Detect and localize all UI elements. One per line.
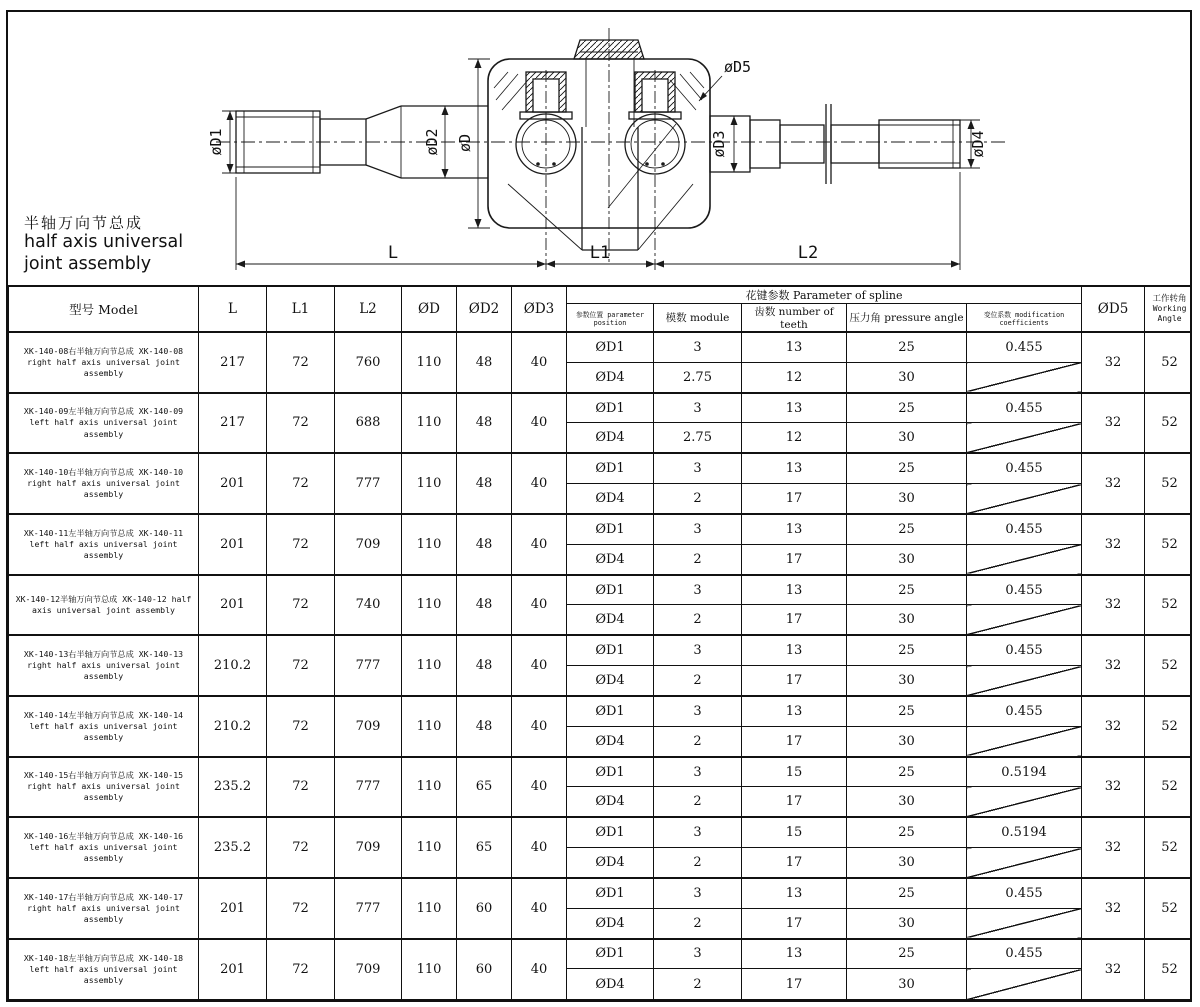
coeff-slash-cell — [967, 484, 1082, 514]
spline-position-cell: ØD1 — [567, 696, 654, 726]
spline-teeth-cell: 17 — [742, 484, 847, 514]
dim-d3-cell: 40 — [512, 453, 567, 514]
dim-d5-cell: 32 — [1082, 453, 1145, 514]
title-block — [24, 214, 183, 275]
dim-label-d1: øD1 — [207, 128, 225, 156]
spline-position-cell: ØD4 — [567, 726, 654, 756]
spline-pressure-angle-cell: 30 — [847, 787, 967, 817]
spline-position-cell: ØD1 — [567, 453, 654, 483]
dim-l-cell: 201 — [199, 878, 267, 939]
spline-teeth-cell: 17 — [742, 969, 847, 1000]
assembly-linework — [216, 28, 1008, 270]
spline-pressure-angle-cell: 30 — [847, 423, 967, 453]
dim-d5-cell: 32 — [1082, 332, 1145, 393]
spline-position-cell: ØD4 — [567, 908, 654, 938]
dim-d3-cell: 40 — [512, 817, 567, 878]
table-row — [9, 817, 1193, 847]
coeff-slash-cell — [967, 787, 1082, 817]
spline-pressure-angle-cell: 30 — [847, 969, 967, 1000]
working-angle-cell: 52 — [1145, 453, 1192, 514]
spline-coeff-cell: 0.455 — [967, 939, 1082, 969]
model-cell: XK-140-17右半轴万向节总成 XK-140-17 right half axis universal joint assembly — [9, 878, 199, 939]
spline-pressure-angle-cell: 25 — [847, 939, 967, 969]
spline-pressure-angle-cell: 30 — [847, 544, 967, 574]
dim-label-d3: øD3 — [710, 130, 728, 158]
spline-position-cell: ØD1 — [567, 332, 654, 362]
model-cell: XK-140-09左半轴万向节总成 XK-140-09 left half axis universal joint assembly — [9, 393, 199, 454]
spline-teeth-cell: 17 — [742, 666, 847, 696]
coeff-slash-cell — [967, 666, 1082, 696]
spline-module-cell: 2 — [654, 484, 742, 514]
spec-table — [8, 285, 1192, 1000]
working-angle-cell: 52 — [1145, 757, 1192, 818]
spline-teeth-cell: 15 — [742, 757, 847, 787]
spline-teeth-cell: 13 — [742, 696, 847, 726]
spline-module-cell: 2 — [654, 544, 742, 574]
dim-label-l: L — [387, 243, 399, 263]
spline-module-cell: 3 — [654, 635, 742, 665]
spline-teeth-cell: 13 — [742, 332, 847, 362]
dim-label-l2: L2 — [797, 243, 819, 263]
header-working-angle — [1145, 286, 1192, 332]
spline-teeth-cell: 12 — [742, 362, 847, 392]
header-working-angle-zh: 工作转角 — [1152, 293, 1187, 304]
drawing-area — [8, 12, 1190, 285]
dim-d5-cell: 32 — [1082, 575, 1145, 636]
model-cell: XK-140-08右半轴万向节总成 XK-140-08 right half axis universal joint assembly — [9, 332, 199, 393]
model-cell: XK-140-18左半轴万向节总成 XK-140-18 left half axis universal joint assembly — [9, 939, 199, 1000]
spline-teeth-cell: 17 — [742, 787, 847, 817]
table-row — [9, 332, 1193, 362]
dim-l1-cell: 72 — [267, 635, 335, 696]
dim-l-cell: 210.2 — [199, 635, 267, 696]
spline-module-cell: 2.75 — [654, 362, 742, 392]
dim-l1-cell: 72 — [267, 453, 335, 514]
dim-l-cell: 235.2 — [199, 757, 267, 818]
header-model: 型号 Model — [9, 286, 199, 332]
header-d3: ØD3 — [512, 286, 567, 332]
dim-l2-cell: 777 — [335, 453, 402, 514]
spline-position-cell: ØD4 — [567, 787, 654, 817]
table-row — [9, 453, 1193, 483]
dim-label-d2: øD2 — [423, 128, 441, 156]
spline-pressure-angle-cell: 25 — [847, 393, 967, 423]
spline-position-cell: ØD4 — [567, 666, 654, 696]
spline-position-cell: ØD1 — [567, 757, 654, 787]
spline-pressure-angle-cell: 30 — [847, 848, 967, 878]
spline-teeth-cell: 13 — [742, 575, 847, 605]
spline-coeff-cell: 0.455 — [967, 514, 1082, 544]
model-cell: XK-140-12半轴万向节总成 XK-140-12 half axis universal joint assembly — [9, 575, 199, 636]
dim-d3-cell: 40 — [512, 393, 567, 454]
table-row — [9, 575, 1193, 605]
dim-d-cell: 110 — [402, 393, 457, 454]
spline-module-cell: 2 — [654, 848, 742, 878]
spline-pressure-angle-cell: 25 — [847, 757, 967, 787]
model-cell: XK-140-15右半轴万向节总成 XK-140-15 right half axis universal joint assembly — [9, 757, 199, 818]
dim-d3-cell: 40 — [512, 757, 567, 818]
working-angle-cell: 52 — [1145, 575, 1192, 636]
model-cell: XK-140-14左半轴万向节总成 XK-140-14 left half axis universal joint assembly — [9, 696, 199, 757]
coeff-slash-cell — [967, 726, 1082, 756]
dim-l1-cell: 72 — [267, 696, 335, 757]
dim-d2-cell: 48 — [457, 393, 512, 454]
dim-l2-cell: 709 — [335, 696, 402, 757]
model-cell: XK-140-11左半轴万向节总成 XK-140-11 left half axis universal joint assembly — [9, 514, 199, 575]
header-parameter-position: 参数位置 parameter position — [567, 304, 654, 333]
spline-pressure-angle-cell: 30 — [847, 908, 967, 938]
dim-d-cell: 110 — [402, 332, 457, 393]
working-angle-cell: 52 — [1145, 393, 1192, 454]
spline-teeth-cell: 17 — [742, 544, 847, 574]
spline-teeth-cell: 15 — [742, 817, 847, 847]
table-row — [9, 696, 1193, 726]
header-module: 模数 module — [654, 304, 742, 333]
spline-position-cell: ØD1 — [567, 817, 654, 847]
spline-module-cell: 3 — [654, 332, 742, 362]
spline-position-cell: ØD4 — [567, 423, 654, 453]
spline-module-cell: 3 — [654, 817, 742, 847]
dim-d-cell: 110 — [402, 514, 457, 575]
assembly-title-en-line1: half axis universal — [24, 232, 184, 253]
spline-teeth-cell: 12 — [742, 423, 847, 453]
dim-label-d: øD — [456, 133, 474, 153]
dim-l2-cell: 709 — [335, 939, 402, 1000]
header-working-angle-en: Working Angle — [1152, 304, 1187, 324]
spline-position-cell: ØD1 — [567, 514, 654, 544]
spline-position-cell: ØD4 — [567, 605, 654, 635]
spline-module-cell: 3 — [654, 757, 742, 787]
dim-d-cell: 110 — [402, 575, 457, 636]
header-pressure-angle: 压力角 pressure angle — [847, 304, 967, 333]
spline-coeff-cell: 0.455 — [967, 332, 1082, 362]
header-spline-group: 花键参数 Parameter of spline — [567, 286, 1082, 304]
dim-d2-cell: 65 — [457, 817, 512, 878]
dim-d2-cell: 60 — [457, 939, 512, 1000]
spline-module-cell: 2 — [654, 908, 742, 938]
dim-d3-cell: 40 — [512, 575, 567, 636]
spline-teeth-cell: 13 — [742, 393, 847, 423]
spline-module-cell: 3 — [654, 696, 742, 726]
dim-l-cell: 201 — [199, 514, 267, 575]
dim-l-cell: 210.2 — [199, 696, 267, 757]
dim-l-cell: 217 — [199, 393, 267, 454]
dim-l1-cell: 72 — [267, 393, 335, 454]
dim-d-cell: 110 — [402, 696, 457, 757]
dim-l2-cell: 740 — [335, 575, 402, 636]
assembly-title-zh: 半轴万向节总成 — [24, 214, 144, 232]
dim-d5-cell: 32 — [1082, 878, 1145, 939]
dim-l2-cell: 760 — [335, 332, 402, 393]
dim-d2-cell: 65 — [457, 757, 512, 818]
table-row — [9, 878, 1193, 908]
dim-d5-cell: 32 — [1082, 635, 1145, 696]
spline-position-cell: ØD1 — [567, 878, 654, 908]
spline-pressure-angle-cell: 30 — [847, 605, 967, 635]
spline-coeff-cell: 0.5194 — [967, 817, 1082, 847]
dim-d2-cell: 48 — [457, 635, 512, 696]
dim-label-d4: øD4 — [969, 130, 987, 158]
dim-l1-cell: 72 — [267, 575, 335, 636]
model-cell: XK-140-16左半轴万向节总成 XK-140-16 left half axis universal joint assembly — [9, 817, 199, 878]
spline-coeff-cell: 0.455 — [967, 878, 1082, 908]
spline-pressure-angle-cell: 30 — [847, 362, 967, 392]
dim-d5-cell: 32 — [1082, 757, 1145, 818]
dim-d5-cell: 32 — [1082, 817, 1145, 878]
dim-l1-cell: 72 — [267, 514, 335, 575]
dim-l2-cell: 777 — [335, 878, 402, 939]
working-angle-cell: 52 — [1145, 696, 1192, 757]
spline-module-cell: 3 — [654, 453, 742, 483]
table-row — [9, 939, 1193, 969]
dim-l1-cell: 72 — [267, 878, 335, 939]
universal-joint-drawing — [8, 12, 1190, 285]
spline-module-cell: 2 — [654, 726, 742, 756]
coeff-slash-cell — [967, 423, 1082, 453]
dim-l-cell: 201 — [199, 939, 267, 1000]
dim-d3-cell: 40 — [512, 332, 567, 393]
spline-position-cell: ØD4 — [567, 362, 654, 392]
spline-module-cell: 3 — [654, 878, 742, 908]
dim-d-cell: 110 — [402, 878, 457, 939]
spline-pressure-angle-cell: 25 — [847, 575, 967, 605]
spline-module-cell: 2 — [654, 787, 742, 817]
spline-pressure-angle-cell: 25 — [847, 817, 967, 847]
dim-d-cell: 110 — [402, 635, 457, 696]
spline-pressure-angle-cell: 25 — [847, 453, 967, 483]
spline-teeth-cell: 17 — [742, 726, 847, 756]
spline-coeff-cell: 0.455 — [967, 393, 1082, 423]
coeff-slash-cell — [967, 908, 1082, 938]
spline-coeff-cell: 0.455 — [967, 453, 1082, 483]
coeff-slash-cell — [967, 848, 1082, 878]
spline-coeff-cell: 0.455 — [967, 696, 1082, 726]
dim-d3-cell: 40 — [512, 878, 567, 939]
dim-d2-cell: 60 — [457, 878, 512, 939]
dim-d5-cell: 32 — [1082, 514, 1145, 575]
dim-l1-cell: 72 — [267, 332, 335, 393]
spline-coeff-cell: 0.455 — [967, 635, 1082, 665]
header-d: ØD — [402, 286, 457, 332]
spline-pressure-angle-cell: 25 — [847, 878, 967, 908]
dim-d-cell: 110 — [402, 939, 457, 1000]
sheet-frame — [6, 10, 1192, 1002]
spline-module-cell: 2 — [654, 969, 742, 1000]
spline-position-cell: ØD1 — [567, 939, 654, 969]
dim-d5-cell: 32 — [1082, 939, 1145, 1000]
table-row — [9, 393, 1193, 423]
model-cell: XK-140-10右半轴万向节总成 XK-140-10 right half axis universal joint assembly — [9, 453, 199, 514]
working-angle-cell: 52 — [1145, 635, 1192, 696]
spline-teeth-cell: 13 — [742, 939, 847, 969]
dim-l2-cell: 777 — [335, 757, 402, 818]
coeff-slash-cell — [967, 969, 1082, 1000]
working-angle-cell: 52 — [1145, 939, 1192, 1000]
spline-teeth-cell: 13 — [742, 514, 847, 544]
spline-position-cell: ØD4 — [567, 484, 654, 514]
header-d2: ØD2 — [457, 286, 512, 332]
spline-coeff-cell: 0.5194 — [967, 757, 1082, 787]
spline-module-cell: 3 — [654, 514, 742, 544]
spline-position-cell: ØD4 — [567, 848, 654, 878]
spline-teeth-cell: 13 — [742, 635, 847, 665]
dim-l-cell: 217 — [199, 332, 267, 393]
spline-position-cell: ØD1 — [567, 575, 654, 605]
spline-teeth-cell: 13 — [742, 453, 847, 483]
spec-table-body — [9, 332, 1193, 1000]
table-row — [9, 757, 1193, 787]
spline-coeff-cell: 0.455 — [967, 575, 1082, 605]
dim-l2-cell: 709 — [335, 514, 402, 575]
dim-d3-cell: 40 — [512, 635, 567, 696]
dim-d-cell: 110 — [402, 817, 457, 878]
dim-d5-cell: 32 — [1082, 696, 1145, 757]
dim-d3-cell: 40 — [512, 939, 567, 1000]
dim-l-cell: 201 — [199, 575, 267, 636]
header-l: L — [199, 286, 267, 332]
dim-label-l1: L1 — [589, 243, 611, 263]
dim-d-cell: 110 — [402, 453, 457, 514]
dim-l1-cell: 72 — [267, 817, 335, 878]
working-angle-cell: 52 — [1145, 817, 1192, 878]
spline-module-cell: 3 — [654, 575, 742, 605]
header-modification-coefficients: 变位系数 modification coefficients — [967, 304, 1082, 333]
dim-d2-cell: 48 — [457, 332, 512, 393]
coeff-slash-cell — [967, 605, 1082, 635]
header-number-of-teeth: 齿数 number of teeth — [742, 304, 847, 333]
spline-pressure-angle-cell: 30 — [847, 726, 967, 756]
spline-teeth-cell: 17 — [742, 605, 847, 635]
spline-pressure-angle-cell: 25 — [847, 332, 967, 362]
dim-l-cell: 201 — [199, 453, 267, 514]
dim-l2-cell: 688 — [335, 393, 402, 454]
dim-l1-cell: 72 — [267, 757, 335, 818]
spline-teeth-cell: 17 — [742, 908, 847, 938]
spline-pressure-angle-cell: 30 — [847, 666, 967, 696]
working-angle-cell: 52 — [1145, 514, 1192, 575]
spline-position-cell: ØD4 — [567, 544, 654, 574]
spline-module-cell: 3 — [654, 393, 742, 423]
dim-d3-cell: 40 — [512, 696, 567, 757]
assembly-title-en-line2: joint assembly — [24, 253, 152, 274]
dim-d2-cell: 48 — [457, 514, 512, 575]
spline-module-cell: 3 — [654, 939, 742, 969]
header-d5: ØD5 — [1082, 286, 1145, 332]
model-cell: XK-140-13右半轴万向节总成 XK-140-13 right half axis universal joint assembly — [9, 635, 199, 696]
dim-l2-cell: 709 — [335, 817, 402, 878]
spline-position-cell: ØD1 — [567, 393, 654, 423]
spline-teeth-cell: 17 — [742, 848, 847, 878]
spline-module-cell: 2 — [654, 605, 742, 635]
spline-pressure-angle-cell: 25 — [847, 635, 967, 665]
dim-d2-cell: 48 — [457, 696, 512, 757]
spline-position-cell: ØD1 — [567, 635, 654, 665]
spline-position-cell: ØD4 — [567, 969, 654, 1000]
spline-pressure-angle-cell: 25 — [847, 514, 967, 544]
table-row — [9, 635, 1193, 665]
spline-module-cell: 2.75 — [654, 423, 742, 453]
working-angle-cell: 52 — [1145, 332, 1192, 393]
working-angle-cell: 52 — [1145, 878, 1192, 939]
coeff-slash-cell — [967, 362, 1082, 392]
dim-l1-cell: 72 — [267, 939, 335, 1000]
header-l1: L1 — [267, 286, 335, 332]
dim-d-cell: 110 — [402, 757, 457, 818]
coeff-slash-cell — [967, 544, 1082, 574]
spline-pressure-angle-cell: 25 — [847, 696, 967, 726]
dim-label-d5: øD5 — [724, 58, 752, 76]
spline-module-cell: 2 — [654, 666, 742, 696]
spline-teeth-cell: 13 — [742, 878, 847, 908]
dim-l2-cell: 777 — [335, 635, 402, 696]
dim-l-cell: 235.2 — [199, 817, 267, 878]
dim-d3-cell: 40 — [512, 514, 567, 575]
dim-d2-cell: 48 — [457, 575, 512, 636]
spline-pressure-angle-cell: 30 — [847, 484, 967, 514]
dim-d2-cell: 48 — [457, 453, 512, 514]
header-l2: L2 — [335, 286, 402, 332]
dim-d5-cell: 32 — [1082, 393, 1145, 454]
table-row — [9, 514, 1193, 544]
